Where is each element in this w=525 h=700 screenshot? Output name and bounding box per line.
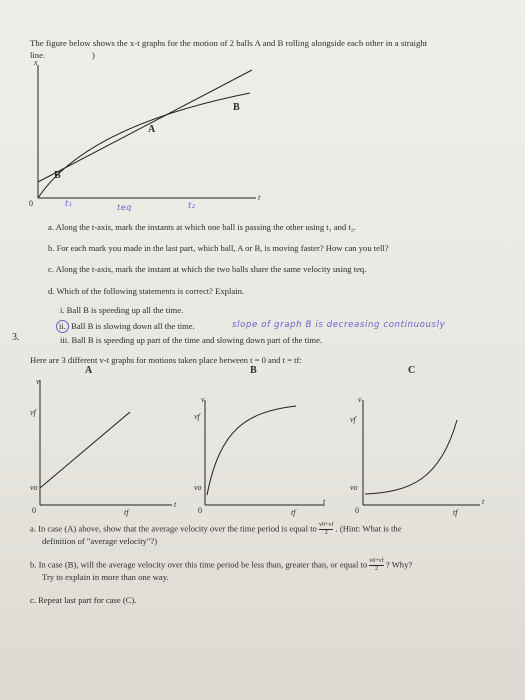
q2-origin: 0 <box>29 199 33 208</box>
graph-A-vf: vf <box>30 408 36 417</box>
graph-C-vf: vf <box>350 415 356 424</box>
q3-part-a-hint: . (Hint: What is the <box>335 523 402 534</box>
q2-x-axis-label: t <box>258 193 261 202</box>
q2-part-a: a. Along the t-axis, mark the instants at which one ball is passing the other using t₁ and t₂. <box>48 222 356 232</box>
graph-C-y-label: v <box>358 395 362 404</box>
fraction-b <box>369 558 383 573</box>
graph-C-curve <box>365 420 457 494</box>
graph-B-vo: vo <box>194 483 202 492</box>
fraction-b-denominator: 2 <box>375 566 379 572</box>
graph-A-tf: tf <box>124 508 129 517</box>
graph-B-origin: 0 <box>198 506 202 515</box>
fraction-b-numerator: v0+vf <box>369 558 384 564</box>
q3-part-a-line2: definition of "average velocity"?) <box>42 536 158 546</box>
fraction-a <box>319 522 333 537</box>
graph-A-y-label: v <box>36 377 40 386</box>
graph-B-t: t <box>323 497 326 506</box>
q2-y-axis-label: x <box>34 58 38 67</box>
graph-A-vo: vo <box>30 483 38 492</box>
fraction-a-denominator: 2 <box>324 530 328 536</box>
graph-C-vo: vo <box>350 483 358 492</box>
handwritten-note: slope of graph B is decreasing continuously <box>232 320 446 330</box>
graph-B-vf: vf <box>194 412 200 421</box>
graph-A-title: A <box>85 365 93 376</box>
q3-part-b-text: b. In case (B), will the average velocity over this time period be less than, greater than, or equal to <box>30 559 368 570</box>
q3-part-b-line2: Try to explain in more than one way. <box>42 572 169 582</box>
q2-part-d-iii: iii. Ball B is speeding up part of the time and slowing down part of the time. <box>60 335 323 345</box>
q3-part-b-why: ? Why? <box>385 559 413 570</box>
q3-number: 3. <box>12 332 20 343</box>
graph-B-y-label: v <box>201 395 205 404</box>
q2-intro-line2: line. <box>30 50 46 60</box>
q3-intro: Here are 3 different v-t graphs for motions taken place between t = 0 and t = tf: <box>30 355 302 365</box>
graph-C-origin: 0 <box>355 506 359 515</box>
q2-part-d-i: i. Ball B is speeding up all the time. <box>60 305 184 315</box>
q3-part-a-text: a. In case (A) above, show that the average velocity over the time period is equal to <box>30 523 317 534</box>
graph-B-title: B <box>250 365 257 376</box>
hand-teq: teq <box>117 203 132 212</box>
graph-A-origin: 0 <box>32 506 36 515</box>
graph-B-tf: tf <box>291 508 296 517</box>
q3-part-b-line1 <box>30 558 412 573</box>
graph-C-tf: tf <box>453 508 458 517</box>
q2-part-d-ii-text: Ball B is slowing down all the time. <box>71 321 195 331</box>
fraction-a-numerator: v0+vf <box>319 522 334 528</box>
q2-intro-paren: ) <box>92 50 95 60</box>
q2-part-b: b. For each mark you made in the last part, which ball, A or B, is moving faster? How can you tell? <box>48 243 389 253</box>
circled-answer-mark: ii. <box>56 320 69 333</box>
graph-C-t: t <box>482 497 485 506</box>
q3-part-c: c. Repeat last part for case (C). <box>30 595 137 605</box>
q3-part-a-line1 <box>30 522 402 537</box>
q2-label-B-top: B <box>233 102 240 113</box>
q2-part-d: d. Which of the following statements is correct? Explain. <box>48 286 245 296</box>
hand-t2: t₂ <box>188 201 196 210</box>
q2-label-B-low: B <box>54 170 61 181</box>
q2-label-A: A <box>148 124 156 135</box>
graph-A-t: t <box>174 500 177 509</box>
graph-C-title: C <box>408 365 416 376</box>
q2-intro-line1: The figure below shows the x-t graphs for the motion of 2 balls A and B rolling alongside each other in a straight <box>30 38 428 48</box>
q2-part-c: c. Along the t-axis, mark the instant at which the two balls share the same velocity using teq. <box>48 264 367 274</box>
hand-t1: t₁ <box>65 199 73 208</box>
